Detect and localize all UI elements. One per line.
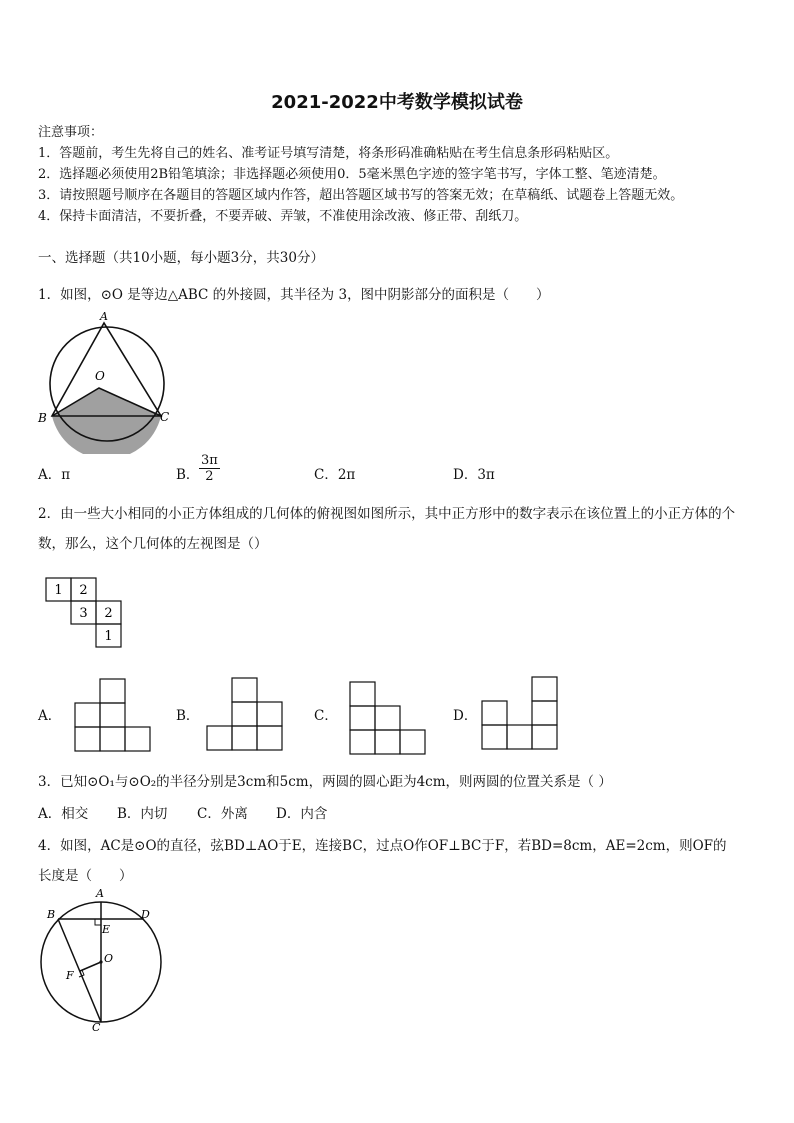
fraction-numerator: 3π	[201, 453, 218, 468]
q2-top-view-grid	[44, 576, 128, 654]
notice-item: 1．答题前，考生先将自己的姓名、准考证号填写清楚，将条形码准确粘贴在考生信息条形码粘贴区。	[38, 146, 619, 161]
label-o: O	[104, 952, 114, 965]
notice-item: 4．保持卡面清洁，不要折叠，不要弄破、弄皱，不准使用涂改液、修正带、刮纸刀。	[38, 209, 528, 224]
label-b: B	[38, 411, 47, 425]
label-c: C	[160, 410, 170, 424]
question-4-line-2: 长度是（ ）	[38, 868, 133, 884]
question-3-text: 3．已知⊙O₁与⊙O₂的半径分别是3cm和5cm，两圆的圆心距为4cm，则两圆的位置关系是（ ）	[38, 774, 612, 790]
point-o	[99, 960, 102, 963]
notice-item: 2．选择题必须使用2B铅笔填涂；非选择题必须使用0．5毫米黑色字迹的签字笔书写，字体工整、笔迹清楚。	[38, 167, 666, 182]
notice-heading: 注意事项：	[38, 125, 104, 140]
label-a: A	[100, 310, 108, 323]
segment-bc	[58, 919, 101, 1022]
shaded-segment	[52, 416, 161, 454]
grid-number: 1	[54, 583, 63, 598]
grid-number: 1	[104, 629, 113, 644]
label-o: O	[95, 369, 105, 383]
label-f: F	[66, 969, 74, 982]
grid-number: 3	[79, 606, 88, 621]
q2-option-c-figure[interactable]	[347, 680, 429, 756]
q3-option-c[interactable]: C．外离	[197, 806, 248, 822]
label-a: A	[96, 887, 104, 900]
q3-option-b[interactable]: B．内切	[117, 806, 168, 822]
q3-option-d[interactable]: D．内含	[276, 806, 328, 822]
right-angle-e	[95, 919, 101, 925]
q1-option-a[interactable]: A．π	[38, 467, 71, 483]
q1-option-b-fraction[interactable]	[199, 453, 220, 484]
label-e: E	[102, 923, 111, 936]
label-b: B	[47, 908, 56, 921]
q2-option-b-label[interactable]: B．	[176, 708, 200, 724]
question-2-line-1: 2．由一些大小相同的小正方体组成的几何体的俯视图如图所示，其中正方形中的数字表示在该位置上的小正方体的个	[38, 506, 736, 522]
q2-option-b-figure[interactable]	[204, 676, 286, 752]
label-c: C	[92, 1021, 101, 1034]
fraction-denominator: 2	[205, 469, 214, 484]
q2-option-c-label[interactable]: C．	[314, 708, 338, 724]
q3-option-a[interactable]: A．相交	[38, 806, 89, 822]
grid-number: 2	[104, 606, 113, 621]
q2-option-a-figure[interactable]	[72, 677, 154, 753]
segment-of	[80, 962, 101, 971]
grid-number: 2	[79, 583, 88, 598]
q2-option-a-label[interactable]: A．	[38, 708, 62, 724]
q4-figure	[34, 886, 169, 1034]
question-2-line-2: 数，那么，这个几何体的左视图是（）	[38, 536, 268, 552]
section-heading: 一、选择题（共10小题，每小题3分，共30分）	[38, 250, 324, 266]
q1-option-c[interactable]: C．2π	[314, 467, 356, 483]
q1-option-d[interactable]: D．3π	[453, 467, 495, 483]
q2-option-d-figure[interactable]	[479, 675, 561, 751]
question-4-line-1: 4．如图，AC是⊙O的直径，弦BD⊥AO于E，连接BC，过点O作OF⊥BC于F，若BD=8cm，AE=2cm，则OF的	[38, 838, 727, 854]
question-1-text: 1．如图，⊙O 是等边△ABC 的外接圆，其半径为 3，图中阴影部分的面积是（ ）	[38, 287, 550, 303]
q1-figure	[34, 308, 184, 454]
q1-option-b-label[interactable]: B．	[176, 467, 200, 483]
notice-item: 3．请按照题号顺序在各题目的答题区域内作答，超出答题区域书写的答案无效；在草稿纸、试题卷上答题无效。	[38, 188, 684, 203]
page-title: 2021-2022中考数学模拟试卷	[271, 92, 523, 113]
label-d: D	[141, 908, 150, 921]
q2-option-d-label[interactable]: D．	[453, 708, 478, 724]
